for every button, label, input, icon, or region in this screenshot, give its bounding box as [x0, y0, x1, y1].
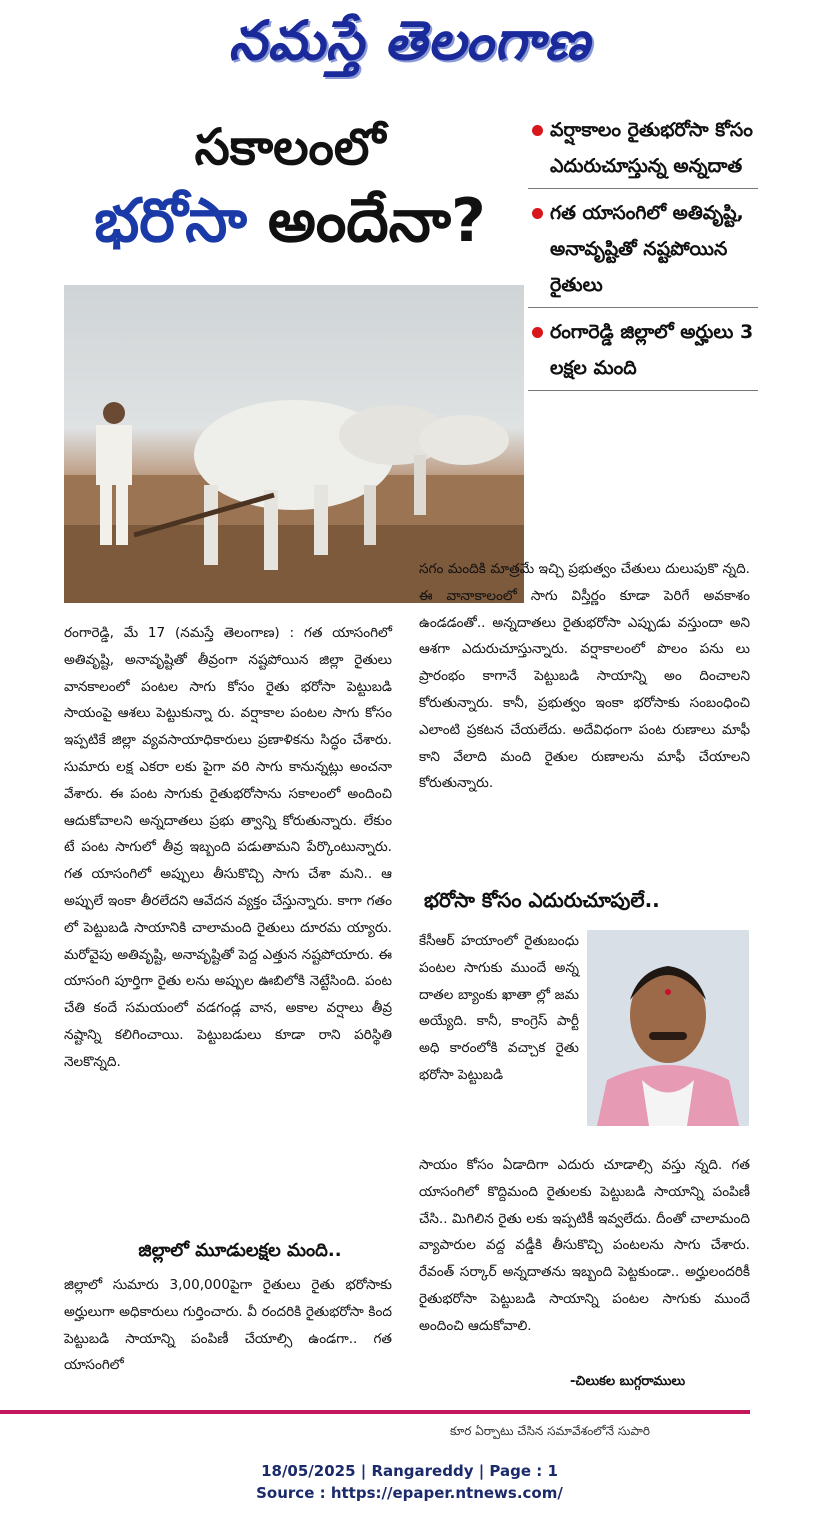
- divider-rule: [0, 1410, 750, 1414]
- highlight-item: వర్షాకాలం రైతుభరోసా కోసం ఎదురుచూస్తున్న అన్నదాత: [528, 112, 758, 189]
- highlights-box: [528, 112, 758, 397]
- headline-blue-word: భరోసా: [94, 186, 247, 256]
- article-column-1: రంగారెడ్డి, మే 17 (నమస్తే తెలంగాణ) : గత యాసంగిలో అతివృష్టి, అనావృష్టితో తీవ్రంగా నష్టపోయిన జిల్లా రైతులు వానకాలంలో పంటల సాగు కోసం రైతు భరోసా పెట్టుబడి సాయంపై ఆశలు పెట్టుకున్నా రు. వర్షాకాల పంటల సాగు కోసం ఇప్పటికే జిల్లా వ్యవసాయాధికారులు ప్రణాళికను సిద్ధం చేశారు. సుమారు లక్ష ఎకరా లకు పైగా వరి సాగు కానున్నట్లు అంచనా వేశారు. ఈ పంట సాగుకు రైతుభరోసాను సకాలంలో అందించి ఆదుకోవాలని అన్నదాతలు ప్రభు త్వాన్ని కోరుతున్నారు. లేకుం టే పంట సాగులో తీవ్ర ఇబ్బంది పడుతామని పేర్కొంటున్నారు. గత యాసంగిలో అప్పులు తీసుకొచ్చి సాగు చేశా మని.. ఆ అప్పులే ఇంకా తీరలేదని ఆవేదన వ్యక్తం చేస్తున్నారు. కాగా గతం లో పెట్టుబడి సాయానికి చాలామంది రైతులు దూరమ య్యారు. మరోవైపు అతివృష్టి, అనావృష్టితో పెద్ద ఎత్తున నష్టపోయారు. ఈ యాసంగి పూర్తిగా రైతు లను అప్పుల ఊబిలోకి నెట్టేసింది. పంట చేతి కందే సమయంలో వడగండ్ల వాన, అకాల వర్షాలు తీవ్ర నష్టాన్ని కలిగించాయి. పెట్టుబడులు కూడా రాని పరిస్థితి నెలకొన్నది.: [64, 625, 392, 1070]
- highlight-item: రంగారెడ్డి జిల్లాలో అర్హులు 3 లక్షల మంది: [528, 314, 758, 391]
- byline: -చిలుకల బుగ్గరాములు: [570, 1374, 686, 1389]
- article-column-1b: జిల్లాలో సుమారు 3,00,000పైగా రైతులు రైతు భరోసాకు అర్హులుగా అధికారులు గుర్తించారు. వీ రందరికి రైతుభరోసా కింద పెట్టుబడి సాయాన్ని పంపిణీ చేయాల్సి ఉండగా.. గత యాసంగిలో: [64, 1277, 392, 1374]
- highlight-item: గత యాసంగిలో అతివృష్టి, అనావృష్టితో నష్టపోయిన రైతులు: [528, 195, 758, 308]
- article-column-2: సగం మందికి మాత్రమే ఇచ్చి ప్రభుత్వం చేతులు దులుపుకొ న్నది. ఈ వానాకాలంలో సాగు విస్తీర్ణం కూడా పెరిగే అవకాశం ఉండడంతో.. అన్నదాతలు రైతుభరోసా ఎప్పుడు వస్తుందా అని ఆశగా ఎదురుచూస్తున్నారు. వర్షాకాలంలో పొలం పను లు ప్రారంభం కాగానే పెట్టుబడి సాయాన్ని అం దించాలని కోరుతున్నారు. కానీ, ప్రభుత్వం ఇంకా భరోసాకు సంబంధించి ఎలాంటి ప్రకటన చేయలేదు. అదేవిధంగా పంట రుణాలు మాఫీ కాని వేలాది మంది రైతుల రుణాలను మాఫీ చేయాలని కోరుతున్నారు.: [419, 561, 750, 792]
- subheading-district: జిల్లాలో మూడులక్షల మంది..: [138, 1240, 342, 1261]
- footer-source[interactable]: Source : https://epaper.ntnews.com/: [256, 1484, 563, 1502]
- subheading-waiting: భరోసా కోసం ఎదురుచూపులే..: [424, 888, 660, 912]
- farmer-portrait-photo: [587, 930, 749, 1126]
- masthead: నమస్తే తెలంగాణ: [228, 8, 591, 72]
- next-article-snippet: కూర ఏర్పాటు చేసిన సమావేశంలోనే సుపారి: [450, 1424, 650, 1438]
- article-column-3: కేసీఆర్ హయాంలో రైతుబంధు పంటల సాగుకు ముందే అన్న దాతల బ్యాంకు ఖాతా ల్లో జమ అయ్యేది. కానీ, కాంగ్రెస్ పార్టీ అధి కారంలోకి వచ్చాక రైతు భరోసా పెట్టుబడి: [419, 933, 579, 1083]
- article-column-4: సాయం కోసం ఏడాదిగా ఎదురు చూడాల్సి వస్తు న్నది. గత యాసంగిలో కొద్దిమంది రైతులకు పెట్టుబడి సాయాన్ని పంపిణీ చేసి.. మిగిలిన రైతు లకు ఇప్పటికీ ఇవ్వలేదు. దీంతో చాలామంది వ్యాపారుల వద్ద వడ్డీకి తీసుకొచ్చి పంటలను సాగు చేశారు. రేవంత్ సర్కార్ అన్నదాతను ఇబ్బంది పెట్టకుండా.. అర్హులందరికీ రైతుభరోసా పెట్టుబడి సాయాన్ని పంటల సాగుకు ముందే అందించి ఆదుకోవాలి.: [419, 1157, 750, 1334]
- headline-line1: సకాలంలో: [194, 118, 386, 176]
- page-footer: [0, 1460, 819, 1504]
- headline-line2: [40, 186, 540, 270]
- footer-date-edition: 18/05/2025 | Rangareddy | Page : 1: [261, 1462, 558, 1480]
- headline-rest: అందేనా?: [246, 186, 486, 256]
